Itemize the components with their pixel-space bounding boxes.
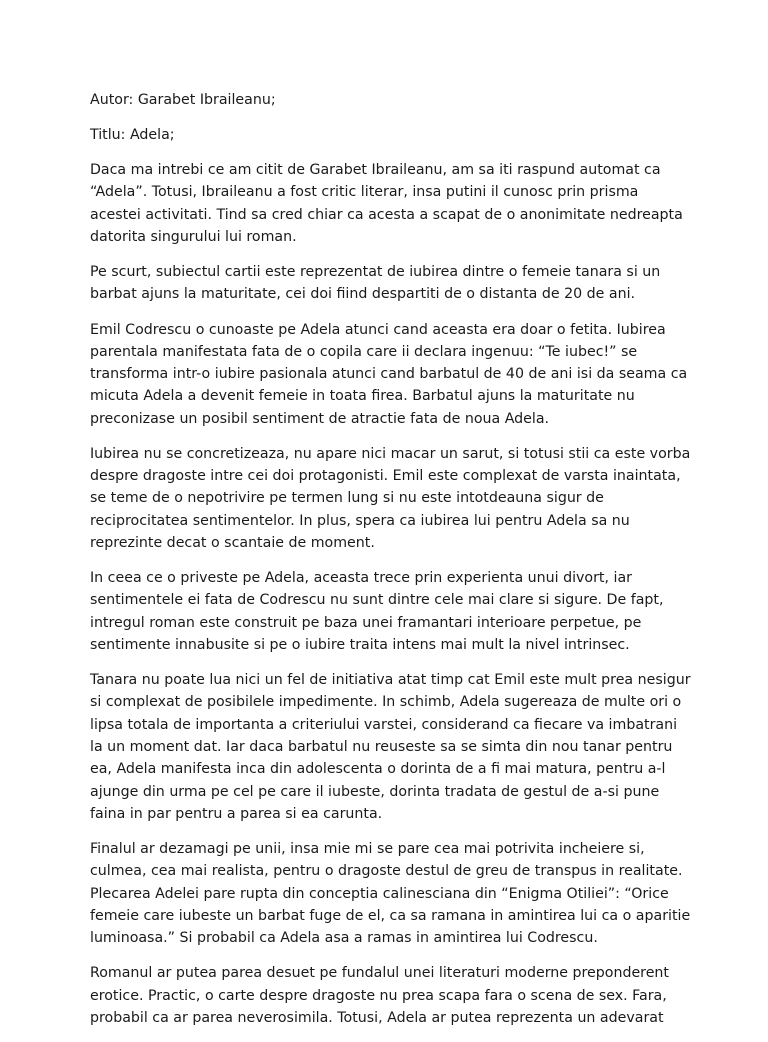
text-line: Plecarea Adelei pare rupta din conceptia calinesciana din “Enigma Otiliei”: “Orice xyxy=(90,885,669,902)
text-line: Finalul ar dezamagi pe unii, insa mie mi se pare cea mai potrivita incheiere si, xyxy=(90,840,645,857)
paragraph xyxy=(90,838,690,949)
author-line: Autor: Garabet Ibraileanu; xyxy=(90,92,276,108)
text-line: si complexat de posibilele impedimente. In schimb, Adela sugereaza de multe ori o xyxy=(90,694,682,711)
title-line: Titlu: Adela; xyxy=(90,127,175,144)
text-line: intregul roman este construit pe baza unei framantari interioare perpetue, pe xyxy=(90,614,642,631)
text-line: reprezinte decat o scantaie de moment. xyxy=(90,535,375,552)
text-line: Tanara nu poate lua nici un fel de initiativa atat timp cat Emil este mult prea nesigur xyxy=(90,672,691,689)
paragraph xyxy=(90,319,690,430)
text-line: sentimentele ei fata de Codrescu nu sunt dintre cele mai clare si sigure. De fapt, xyxy=(90,592,664,609)
text-line: Pe scurt, subiectul cartii este reprezentat de iubirea dintre o femeie tanara si un xyxy=(90,264,661,281)
text-line: reciprocitatea sentimentelor. In plus, spera ca iubirea lui pentru Adela sa nu xyxy=(90,512,630,529)
text-line: sentimente innabusite si pe o iubire traita intens mai mult la nivel intrinsec. xyxy=(90,637,630,654)
paragraph xyxy=(90,443,690,554)
text-line: luminoasa.” Si probabil ca Adela asa a ramas in amintirea lui Codrescu. xyxy=(90,930,598,947)
text-line: Daca ma intrebi ce am citit de Garabet Ibraileanu, am sa iti raspund automat ca xyxy=(90,162,661,179)
text-line: despre dragoste intre cei doi protagonisti. Emil este complexat de varsta inaintata, xyxy=(90,468,681,485)
paragraph xyxy=(90,159,690,248)
text-line: parentala manifestata fata de o copila care ii declara ingenuu: “Te iubec!” se xyxy=(90,343,638,360)
body-text xyxy=(90,159,690,1029)
text-line: preconizase un posibil sentiment de atractie fata de noua Adela. xyxy=(90,410,550,427)
text-line: probabil ca ar parea neverosimila. Totusi, Adela ar putea reprezenta un adevarat xyxy=(90,1009,664,1026)
text-line: lipsa totala de importanta a criteriului varstei, considerand ca fiecare va imbatrani xyxy=(90,716,678,733)
text-line: Iubirea nu se concretizeaza, nu apare nici macar un sarut, si totusi stii ca este vorba xyxy=(90,445,691,462)
paragraph xyxy=(90,962,690,1029)
text-line: ajunge din urma pe cel pe care il iubeste, dorinta tradata de gestul de a-si pune xyxy=(90,783,660,800)
text-line: “Adela”. Totusi, Ibraileanu a fost critic literar, insa putini il cunosc prin prisma xyxy=(90,184,639,201)
text-line: culmea, cea mai realista, pentru o dragoste destul de greu de transpus in realitate. xyxy=(90,863,683,880)
text-line: datorita singurului lui roman. xyxy=(90,229,297,246)
text-line: erotice. Practic, o carte despre dragoste nu prea scapa fara o scena de sex. Fara, xyxy=(90,987,667,1004)
text-line: la un moment dat. Iar daca barbatul nu reuseste sa se simta din nou tanar pentru xyxy=(90,739,673,755)
text-line: In ceea ce o priveste pe Adela, aceasta trece prin experienta unui divort, iar xyxy=(90,570,632,587)
text-line: transforma intr-o iubire pasionala atunci cand barbatul de 40 de ani isi da seama ca xyxy=(90,366,688,383)
text-line: se teme de o nepotrivire pe termen lung si nu este intotdeauna sigur de xyxy=(90,490,604,507)
text-line: ea, Adela manifesta inca din adolescenta o dorinta de a fi mai matura, pentru a-l xyxy=(90,761,666,778)
text-line: Emil Codrescu o cunoaste pe Adela atunci cand aceasta era doar o fetita. Iubirea xyxy=(90,321,666,338)
paragraph xyxy=(90,669,690,825)
paragraph xyxy=(90,567,690,656)
text-line: acestei activitati. Tind sa cred chiar ca acesta a scapat de o anonimitate nedreapta xyxy=(90,206,683,223)
text-line: Romanul ar putea parea desuet pe fundalul unei literaturi moderne preponderent xyxy=(90,965,669,982)
paragraph xyxy=(90,261,690,306)
text-line: femeie care iubeste un barbat fuge de el, ca sa ramana in amintirea lui ca o aparitie xyxy=(90,907,691,924)
text-line: barbat ajuns la maturitate, cei doi fiind despartiti de o distanta de 20 de ani. xyxy=(90,286,636,303)
document-page xyxy=(90,89,690,1042)
text-line: micuta Adela a devenit femeie in toata firea. Barbatul ajuns la maturitate nu xyxy=(90,388,635,405)
text-line: faina in par pentru a parea si ea carunta. xyxy=(90,805,383,822)
